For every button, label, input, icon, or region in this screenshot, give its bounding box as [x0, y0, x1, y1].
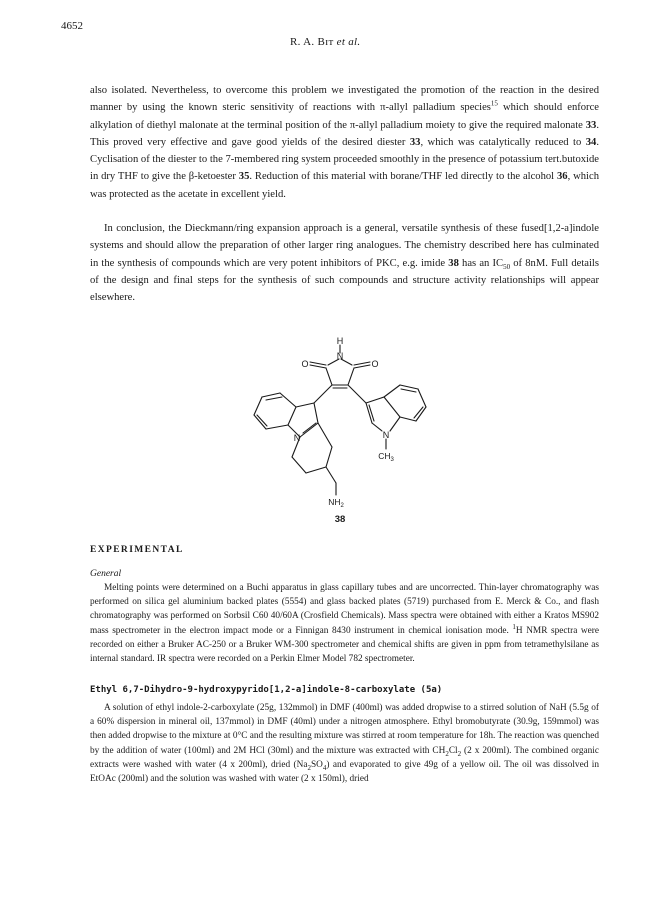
page-number: 4652 — [61, 20, 83, 32]
compound-label: 38 — [334, 514, 346, 525]
procedure-paragraph — [90, 701, 599, 786]
reference-marker: 15 — [490, 99, 498, 108]
text-run: . Reduction of this material with borane/THF led directly to the alcohol — [249, 171, 557, 183]
atom-ch3: $CH_3$ — [378, 451, 394, 463]
text-run: . Cyclisation of the diester to the 7-membered ring system proceeded smoothly in the presence of potassium tert.butoxide in dry THF to give the β-ketoester — [90, 136, 599, 183]
text-run: , which was protected as the acetate in excellent yield. — [90, 171, 599, 200]
text-run: Melting points were determined on a Buchi apparatus in glass capillary tubes and are uncorrected. Thin-layer chromatography was performed on silica gel aluminium backed plates (5554) and glass backed plates (5719) purchased from E. Merck & Co., and flash chromatography was performed on Sorbsil C60 40/60A (Crosfield Chemicals). Mass spectra were obtained with either a Kratos MS902 mass spectrometer in the electron impact mode or a Finnigan 8430 instrument in chemical ionisation mode. — [90, 583, 599, 636]
compound-ref: 34 — [585, 136, 597, 148]
text-run: , which was catalytically reduced to — [420, 136, 586, 148]
superscript: 1 — [512, 622, 516, 631]
text-run: which should enforce alkylation of diethyl malonate at the terminal position of the π-allyl palladium moiety to give the required malonate — [90, 102, 599, 131]
section-heading-experimental: EXPERIMENTAL — [90, 545, 184, 555]
subheading-general: General — [90, 569, 122, 579]
subscript: 4 — [322, 763, 327, 772]
atom-nh2: $NH_2$ — [328, 497, 344, 509]
text-run: SO — [310, 759, 323, 770]
compound-ref: 38 — [448, 257, 459, 269]
running-head-author: R. A. Bɪᴛ — [290, 36, 334, 48]
text-run: Cl — [448, 745, 458, 756]
text-run: (2 x 200ml). The combined organic extracts were washed with water (4 x 200ml), dried (Na — [90, 745, 599, 770]
atom-o-left: O — [301, 359, 309, 369]
subscript: 2 — [307, 763, 311, 772]
atom-n-left: N — [293, 433, 301, 443]
compound-ref: 36 — [557, 171, 568, 183]
atom-h: H — [336, 336, 344, 346]
text-run: also isolated. Nevertheless, to overcome this problem we investigated the promotion of the reaction in the desired manner by using the known steric sensitivity of reactions with π-allyl palladium species — [90, 85, 599, 114]
chemical-structure-38 — [240, 335, 440, 535]
subscript: 2 — [445, 749, 449, 758]
text-run: In conclusion, the Dieckmann/ring expansion approach is a general, versatile synthesis of these fused[1,2-a]indole systems and should allow the preparation of other larger ring analogues. The chemistry described here has culminated in the synthesis of compounds which are very potent inhibitors of PKC, e.g. imide — [90, 223, 599, 269]
text-run: of 8nM. Full details of the design and final steps for the synthesis of such compounds and structure activity relationships will appear elsewhere. — [90, 257, 599, 304]
compound-ref: 33 — [585, 119, 597, 131]
compound-ref: 33 — [409, 136, 421, 148]
text-run: ) and evaporated to give 49g of a yellow oil. The oil was dissolved in EtOAc (200ml) and the solution was washed with water (2 x 150ml), dried — [90, 759, 600, 785]
running-head-et-al: et al. — [336, 36, 361, 48]
compound-ref: 35 — [238, 171, 250, 183]
text-run: . This proved very effective and gave good yields of the desired diester — [90, 119, 599, 148]
subscript: 50 — [503, 262, 511, 271]
compound-heading-5a: Ethyl 6,7-Dihydro-9-hydroxypyrido[1,2-a]indole-8-carboxylate (5a) — [90, 685, 443, 695]
text-run: H NMR spectra were recorded on either a Bruker AC-250 or a Bruker WM-300 spectrometer and chemical shifts are given in ppm from tetramethylsilane as internal standard. IR spectra were recorded on a Perkin Elmer Model 782 spectrometer. — [90, 625, 599, 665]
text-run: A solution of ethyl indole-2-carboxylate (25g, 132mmol) in DMF (400ml) was added dropwise to a stirred solution of NaH (5.5g of a 60% dispersion in mineral oil, 137mmol) in DMF (40ml) under a nitrogen atmosphere. Ethyl bromobutyrate (30.9g, 159mmol) was then added dropwise to the mixture at 0°C and the resulting mixture was stirred at room temperature for 18h. The reaction was quenched by the addition of water (100ml) and 2M HCl (30ml) and the mixture was extracted with CH — [90, 703, 599, 756]
atom-n-right: N — [382, 430, 390, 440]
body-paragraph-2 — [90, 220, 599, 306]
atom-n-imide: N — [336, 351, 344, 361]
general-paragraph — [90, 581, 599, 666]
atom-o-right: O — [371, 359, 379, 369]
body-paragraph-1 — [90, 82, 599, 203]
text-run: has an IC — [458, 257, 504, 269]
subscript: 2 — [457, 749, 462, 758]
running-head — [290, 36, 360, 48]
